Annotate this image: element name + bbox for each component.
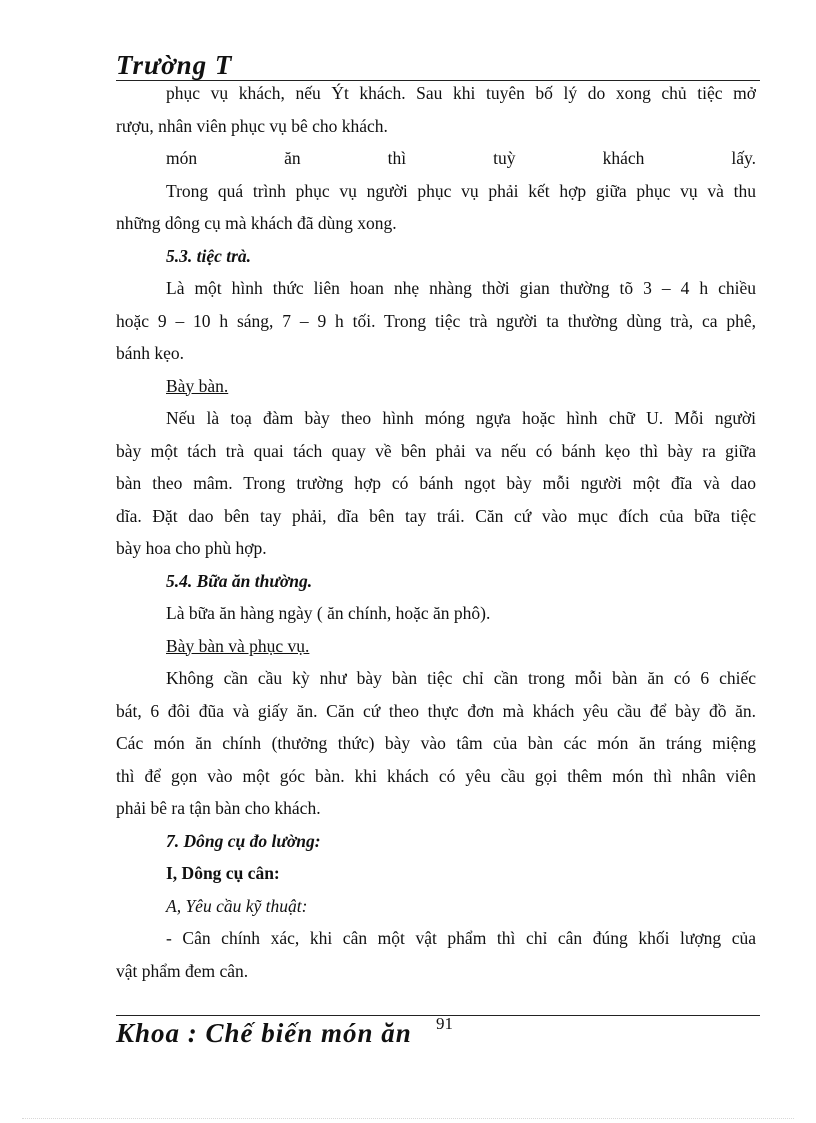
text-line: vật phẩm đem cân. bbox=[116, 960, 249, 981]
subheading-bay-ban bbox=[116, 370, 756, 403]
text-line: bánh kẹo. bbox=[116, 343, 185, 363]
page-edge-divider bbox=[22, 1118, 794, 1119]
section-heading-tiec-tra bbox=[116, 240, 756, 273]
text-line: Là bữa ăn hàng ngày ( ăn chính, hoặc ăn phô). bbox=[166, 603, 491, 623]
section-heading-text: A, Yêu cầu kỹ thuật: bbox=[166, 895, 308, 916]
section-heading-text: 5.3. tiệc trà. bbox=[166, 245, 252, 266]
subheading-text: Bày bàn và phục vụ. bbox=[166, 635, 310, 656]
section-heading-text: I, Dông cụ cân: bbox=[166, 863, 280, 883]
text-line: Là một hình thức liên hoan nhẹ nhàng thời gian thường tõ 3 – 4 h chiều bbox=[166, 278, 756, 298]
section-heading-dong-cu-can bbox=[116, 857, 756, 890]
text-line: phục vụ khách, nếu Ýt khách. Sau khi tuyên bố lý do xong chủ tiệc mở bbox=[166, 83, 756, 103]
text-line: bày một tách trà quai tách quay về bên phải va nếu có bánh kẹo thì bày ra giữa bbox=[116, 440, 756, 461]
text-line: bát, 6 đôi đũa và giấy ăn. Căn cứ theo thực đơn mà khách yêu cầu để bày đồ ăn. bbox=[116, 700, 756, 721]
text-line: Các món ăn chính (thưởng thức) bày vào tâm của bàn các món ăn tráng miệng bbox=[116, 733, 756, 753]
document-body bbox=[116, 77, 756, 987]
subheading-bay-ban-phuc-vu bbox=[116, 630, 756, 663]
text-line: những dông cụ mà khách đã dùng xong. bbox=[116, 213, 397, 233]
page-number: 91 bbox=[436, 1014, 453, 1033]
text-line: món ăn thì tuỳ khách lấy. bbox=[166, 148, 756, 168]
section-heading-text: 5.4. Bữa ăn thường. bbox=[166, 570, 313, 591]
subheading-text: Bày bàn. bbox=[166, 375, 229, 396]
text-line: rượu, nhân viên phục vụ bê cho khách. bbox=[116, 115, 388, 136]
text-line: Trong quá trình phục vụ người phục vụ phải kết hợp giữa phục vụ và thu bbox=[166, 180, 756, 201]
text-line: thì để gọn vào một góc bàn. khi khách có yêu cầu gọi thêm món thì nhân viên bbox=[116, 765, 756, 786]
text-line: Nếu là toạ đàm bày theo hình móng ngựa hoặc hình chữ U. Mỗi người bbox=[166, 408, 756, 428]
text-line: Không cần cầu kỳ như bày bàn tiệc chỉ cần trong mỗi bàn ăn có 6 chiếc bbox=[166, 668, 756, 688]
text-line: dĩa. Đặt dao bên tay phải, dĩa bên tay trái. Căn cứ vào mục đích của bữa tiệc bbox=[116, 505, 756, 526]
text-line: bày hoa cho phù hợp. bbox=[116, 538, 267, 558]
text-line: bàn theo mâm. Trong trường hợp có bánh ngọt bày mỗi người một đĩa và dao bbox=[116, 473, 756, 493]
page-header-title: Trường T bbox=[116, 50, 233, 80]
section-heading-yeu-cau bbox=[116, 890, 756, 923]
section-heading-dong-cu bbox=[116, 825, 756, 858]
section-heading-bua-an bbox=[116, 565, 756, 598]
section-heading-text: 7. Dông cụ đo lường: bbox=[166, 830, 321, 851]
text-line: hoặc 9 – 10 h sáng, 7 – 9 h tối. Trong tiệc trà người ta thường dùng trà, ca phê, bbox=[116, 310, 756, 331]
text-line: - Cân chính xác, khi cân một vật phẩm thì chỉ cân đúng khối lượng của bbox=[166, 928, 756, 948]
text-line: phải bê ra tận bàn cho khách. bbox=[116, 798, 321, 818]
footer-faculty: Khoa : Chế biến món ăn bbox=[116, 1018, 412, 1048]
